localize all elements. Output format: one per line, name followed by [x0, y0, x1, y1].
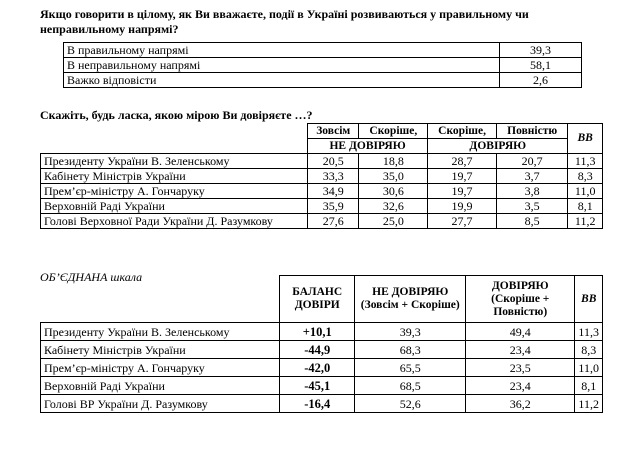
combined-trust-table [40, 275, 603, 413]
cell: 28,7 [428, 154, 497, 169]
header-skorishe-neg: Скоріше, [359, 124, 428, 139]
cell: 20,5 [308, 154, 359, 169]
row-label: В правильному напрямі [64, 43, 500, 58]
balance-cell: -42,0 [280, 359, 355, 377]
cell: 32,6 [359, 199, 428, 214]
question-2-title: Скажіть, будь ласка, якою мірою Ви довіряєте …? [40, 108, 313, 122]
cell: 11,0 [575, 359, 603, 377]
row-value: 2,6 [500, 73, 582, 88]
row-label: Важко відповісти [64, 73, 500, 88]
header-doviryayu: ДОВІРЯЮ (Скоріше + Повністю) [466, 276, 575, 323]
cell: 11,2 [568, 214, 603, 229]
row-label: Прем’єр-міністру А. Гончаруку [41, 359, 280, 377]
header-group-ne-doviryayu: НЕ ДОВІРЯЮ [308, 139, 428, 154]
header-group-doviryayu: ДОВІРЯЮ [428, 139, 568, 154]
table-row [64, 43, 582, 58]
row-label: Президенту України В. Зеленському [41, 154, 308, 169]
balance-cell: -16,4 [280, 395, 355, 413]
cell: 23,4 [466, 341, 575, 359]
cell: 65,5 [355, 359, 466, 377]
header-vv: ВВ [575, 276, 603, 323]
row-label: Верховній Раді України [41, 199, 308, 214]
cell: 19,9 [428, 199, 497, 214]
cell: 23,4 [466, 377, 575, 395]
cell: 11,0 [568, 184, 603, 199]
table-row [41, 341, 603, 359]
cell: 23,5 [466, 359, 575, 377]
cell: 8,1 [568, 199, 603, 214]
cell: 3,8 [496, 184, 567, 199]
balance-cell: +10,1 [280, 323, 355, 341]
row-value: 39,3 [500, 43, 582, 58]
row-label: Президенту України В. Зеленському [41, 323, 280, 341]
cell: 52,6 [355, 395, 466, 413]
table-row [41, 323, 603, 341]
balance-cell: -45,1 [280, 377, 355, 395]
cell: 8,3 [575, 341, 603, 359]
cell: 8,5 [496, 214, 567, 229]
cell: 33,3 [308, 169, 359, 184]
cell: 36,2 [466, 395, 575, 413]
cell: 27,6 [308, 214, 359, 229]
row-label: Кабінету Міністрів України [41, 169, 308, 184]
row-label: В неправильному напрямі [64, 58, 500, 73]
cell: 3,7 [496, 169, 567, 184]
table-row [41, 214, 603, 229]
row-label: Голові ВР України Д. Разумкову [41, 395, 280, 413]
header-zovsim: Зовсім [308, 124, 359, 139]
subtitle-rest: шкала [107, 270, 143, 284]
cell: 11,3 [568, 154, 603, 169]
table-row [41, 184, 603, 199]
cell: 3,5 [496, 199, 567, 214]
header-row [41, 276, 603, 323]
cell: 19,7 [428, 184, 497, 199]
row-label: Кабінету Міністрів України [41, 341, 280, 359]
cell: 8,1 [575, 377, 603, 395]
cell: 8,3 [568, 169, 603, 184]
cell: 11,3 [575, 323, 603, 341]
header-row [41, 124, 603, 139]
balance-cell: -44,9 [280, 341, 355, 359]
table-row [41, 359, 603, 377]
cell: 39,3 [355, 323, 466, 341]
row-label: Голові Верховної Ради України Д. Разумкову [41, 214, 308, 229]
cell: 35,0 [359, 169, 428, 184]
table-row [64, 58, 582, 73]
header-balance: БАЛАНС ДОВІРИ [280, 276, 355, 323]
row-value: 58,1 [500, 58, 582, 73]
cell: 68,3 [355, 341, 466, 359]
table-row [64, 73, 582, 88]
cell: 49,4 [466, 323, 575, 341]
cell: 68,5 [355, 377, 466, 395]
cell: 11,2 [575, 395, 603, 413]
header-vv: ВВ [568, 124, 603, 154]
header-skorishe-pos: Скоріше, [428, 124, 497, 139]
cell: 34,9 [308, 184, 359, 199]
table-row [41, 395, 603, 413]
cell: 25,0 [359, 214, 428, 229]
trust-table [40, 123, 603, 229]
row-label: Верховній Раді України [41, 377, 280, 395]
row-label: Прем’єр-міністру А. Гончаруку [41, 184, 308, 199]
cell: 30,6 [359, 184, 428, 199]
cell: 18,8 [359, 154, 428, 169]
question-1-title: Якщо говорити в цілому, як Ви вважаєте, події в Україні розвиваються у правильному чи неправильному напрямі? [40, 7, 529, 36]
cell: 19,7 [428, 169, 497, 184]
header-ne-doviryayu: НЕ ДОВІРЯЮ (Зовсім + Скоріше) [355, 276, 466, 323]
table-row [41, 377, 603, 395]
subtitle-bold: ОБ’ЄДНАНА [40, 270, 108, 284]
table-row [41, 199, 603, 214]
cell: 27,7 [428, 214, 497, 229]
table-row [41, 169, 603, 184]
cell: 20,7 [496, 154, 567, 169]
header-povnistyu: Повністю [496, 124, 567, 139]
table-row [41, 154, 603, 169]
direction-table [63, 42, 582, 88]
header-empty [41, 276, 280, 323]
cell: 35,9 [308, 199, 359, 214]
header-empty [41, 124, 308, 154]
